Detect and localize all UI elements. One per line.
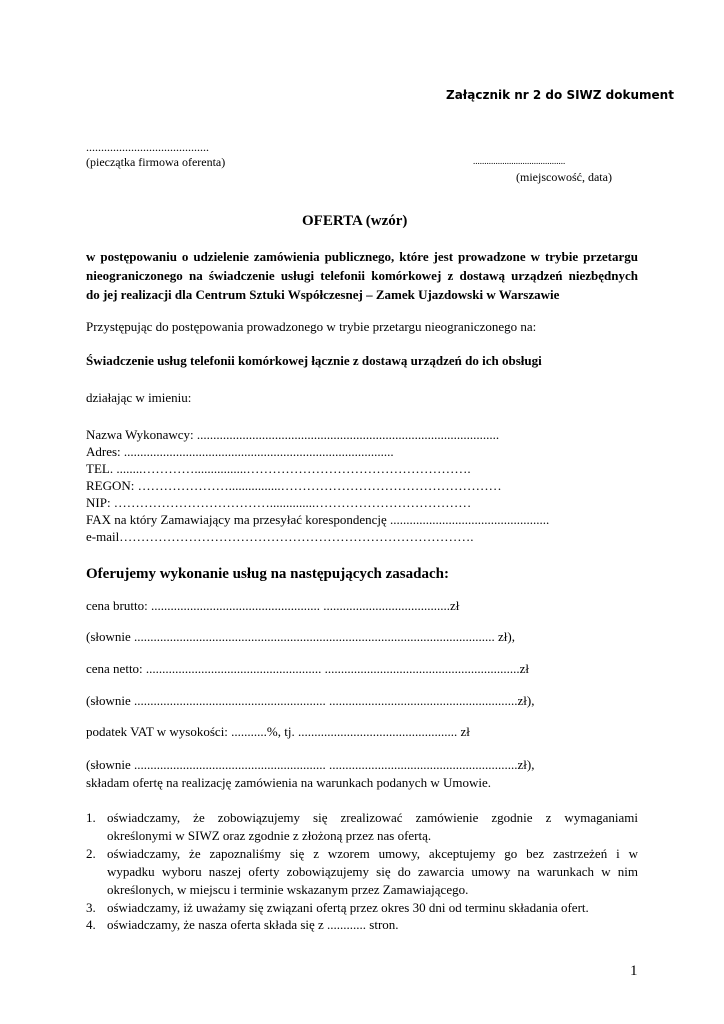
intro-line-1: w postępowaniu o udzielenie zamówienia publicznego, które jest prowadzone w trybie przetargu xyxy=(86,249,638,264)
declaration-2-line-1: oświadczamy, że zapoznaliśmy się z wzorem umowy, akceptujemy go bez zastrzeżeń i w xyxy=(107,846,638,861)
vat-words-field: (słownie ........................................................... ..........................................................zł), xyxy=(86,757,535,772)
page-number: 1 xyxy=(630,963,638,979)
declaration-1-line-1: oświadczamy, że zobowiązujemy się zrealizować zamówienie zgodnie z wymaganiami xyxy=(107,810,638,825)
contractor-name-field: Nazwa Wykonawcy: ............................................................................................. xyxy=(86,427,500,442)
declaration-4-number: 4. xyxy=(86,917,96,932)
contractor-email-field: e-mail………………………………………………………………………. xyxy=(86,529,474,544)
net-words-field: (słownie ........................................................... ..........................................................zł), xyxy=(86,693,535,708)
stamp-dots: ......................................... xyxy=(86,140,209,154)
contractor-fax-field: FAX na który Zamawiający ma przesyłać korespondencję ................................................. xyxy=(86,512,550,527)
declaration-3-number: 3. xyxy=(86,900,96,915)
contractor-regon-field: REGON: …………………................…………………………………………… xyxy=(86,478,502,493)
contractor-address-field: Adres: ................................................................................... xyxy=(86,444,394,459)
contractor-tel-field: TEL. ........…………................……………………………………………. xyxy=(86,461,471,476)
intro-line-3: do jej realizacji dla Centrum Sztuki Współczesnej – Zamek Ujazdowski w Warszawie xyxy=(86,287,560,302)
offer-heading: Oferujemy wykonanie usług na następujących zasadach: xyxy=(86,566,449,582)
stamp-label: (pieczątka firmowa oferenta) xyxy=(86,155,226,169)
subject-text: Świadczenie usług telefonii komórkowej łącznie z dostawą urządzeń do ich obsługi xyxy=(86,353,542,368)
net-price-field: cena netto: ...................................................... ............................................................zł xyxy=(86,661,530,676)
declaration-2-line-2: wypadku wyboru naszej oferty zobowiązujemy się do zawarcia umowy na warunkach w nim xyxy=(107,864,638,879)
annex-header: Załącznik nr 2 do SIWZ dokument xyxy=(446,88,674,102)
declaration-2-number: 2. xyxy=(86,846,96,861)
declaration-2-line-3: określonych, w miejscu i terminie wskazanym przez Zamawiającego. xyxy=(107,882,469,897)
gross-words-field: (słownie ............................................................................................................... zł), xyxy=(86,629,515,644)
proceeding-text: Przystępując do postępowania prowadzonego w trybie przetargu nieograniczonego na: xyxy=(86,319,537,334)
gross-price-field: cena brutto: .................................................... .......................................zł xyxy=(86,598,460,613)
place-label: (miejscowość, data) xyxy=(516,170,612,184)
vat-field: podatek VAT w wysokości: ...........%, tj. ................................................. zł xyxy=(86,724,470,739)
contractor-nip-field: NIP: ………………………………..............……………………………… xyxy=(86,495,472,510)
declaration-1-line-2: określonymi w SIWZ oraz zgodnie z złożoną przez nas ofertą. xyxy=(107,828,432,843)
declaration-1-number: 1. xyxy=(86,810,96,825)
submit-statement: składam ofertę na realizację zamówienia na warunkach podanych w Umowie. xyxy=(86,775,491,790)
acting-text: działając w imieniu: xyxy=(86,390,192,405)
place-dots: ......................................... xyxy=(473,156,566,166)
declaration-3-line-1: oświadczamy, iż uważamy się związani ofertą przez okres 30 dni od terminu składania ofert. xyxy=(107,900,589,915)
declaration-4-line-1: oświadczamy, że nasza oferta składa się z ............ stron. xyxy=(107,917,399,932)
intro-line-2: nieograniczonego na świadczenie usługi telefonii komórkowej z dostawą urządzeń niezbędnych xyxy=(86,268,638,283)
page-title: OFERTA (wzór) xyxy=(302,213,408,229)
